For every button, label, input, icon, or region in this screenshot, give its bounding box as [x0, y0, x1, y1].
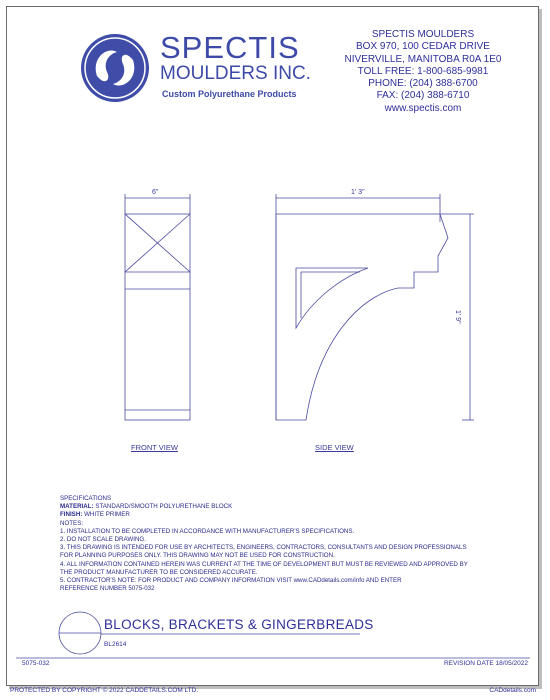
side-width-dimension: 1' 3" — [351, 189, 365, 196]
notes-heading: NOTES: — [60, 519, 84, 527]
note-2: 2. DO NOT SCALE DRAWING. — [60, 536, 146, 544]
note-5-continued: REFERENCE NUMBER 5075-032 — [60, 585, 155, 593]
note-5: 5. CONTRACTOR'S NOTE: FOR PRODUCT AND COMPANY INFORMATION VISIT www.CADdetails.com/info AND ENTER — [60, 577, 402, 585]
finish-value: WHITE PRIMER — [84, 511, 130, 519]
contact-address-line1: BOX 970, 100 CEDAR DRIVE — [356, 41, 490, 53]
note-4-continued: THE PRODUCT MANUFACTURER TO BE CONSIDERED ACCURATE. — [60, 568, 258, 576]
contact-tollfree: TOLL FREE: 1-800-685-9981 — [357, 65, 489, 77]
drawing-title: BLOCKS, BRACKETS & GINGERBREADS — [104, 617, 374, 632]
specifications-heading: SPECIFICATIONS — [60, 495, 112, 502]
note-3-continued: FOR PLANNING PURPOSES ONLY. THIS DRAWING MAY NOT BE USED FOR CONSTRUCTION. — [60, 552, 335, 560]
brand-tagline: Custom Polyurethane Products — [162, 89, 297, 99]
reference-number: 5075-032 — [22, 660, 50, 667]
side-height-dimension: 1' 9" — [454, 310, 461, 324]
note-1: 1. INSTALLATION TO BE COMPLETED IN ACCORDANCE WITH MANUFACTURER'S SPECIFICATIONS. — [60, 527, 355, 535]
product-code: BL2614 — [104, 641, 127, 648]
note-3: 3. THIS DRAWING IS INTENDED FOR USE BY ARCHITECTS, ENGINEERS, CONTRACTORS, CONSULTANTS AND DESIGN PROFESSIONALS — [60, 544, 467, 552]
contact-phone: PHONE: (204) 388-6700 — [368, 78, 478, 90]
contact-address-line2: NIVERVILLE, MANITOBA R0A 1E0 — [344, 53, 502, 65]
copyright-notice: PROTECTED BY COPYRIGHT © 2022 CADDETAILS.COM LTD. — [10, 687, 199, 694]
side-view-label: SIDE VIEW — [315, 443, 354, 452]
material-label: MATERIAL: — [60, 503, 94, 511]
brand-subtitle: MOULDERS INC. — [160, 63, 311, 84]
front-width-dimension: 6" — [152, 189, 159, 196]
material-value: STANDARD/SMOOTH POLYURETHANE BLOCK — [95, 503, 233, 511]
revision-date: REVISION DATE 18/05/2022 — [443, 660, 528, 667]
caddetails-link[interactable]: CADdetails.com — [489, 687, 536, 694]
contact-company: SPECTIS MOULDERS — [371, 29, 475, 40]
note-4: 4. ALL INFORMATION CONTAINED HEREIN WAS CURRENT AT THE TIME OF DEVELOPMENT BUT MUST BE REVIEWED AND APPROVED BY — [60, 560, 468, 568]
finish-label: FINISH: — [60, 511, 83, 519]
brand-name: SPECTIS — [160, 30, 300, 65]
contact-fax: FAX: (204) 388-6710 — [376, 90, 470, 102]
front-view-label: FRONT VIEW — [131, 443, 178, 452]
contact-website[interactable]: www.spectis.com — [384, 102, 462, 114]
